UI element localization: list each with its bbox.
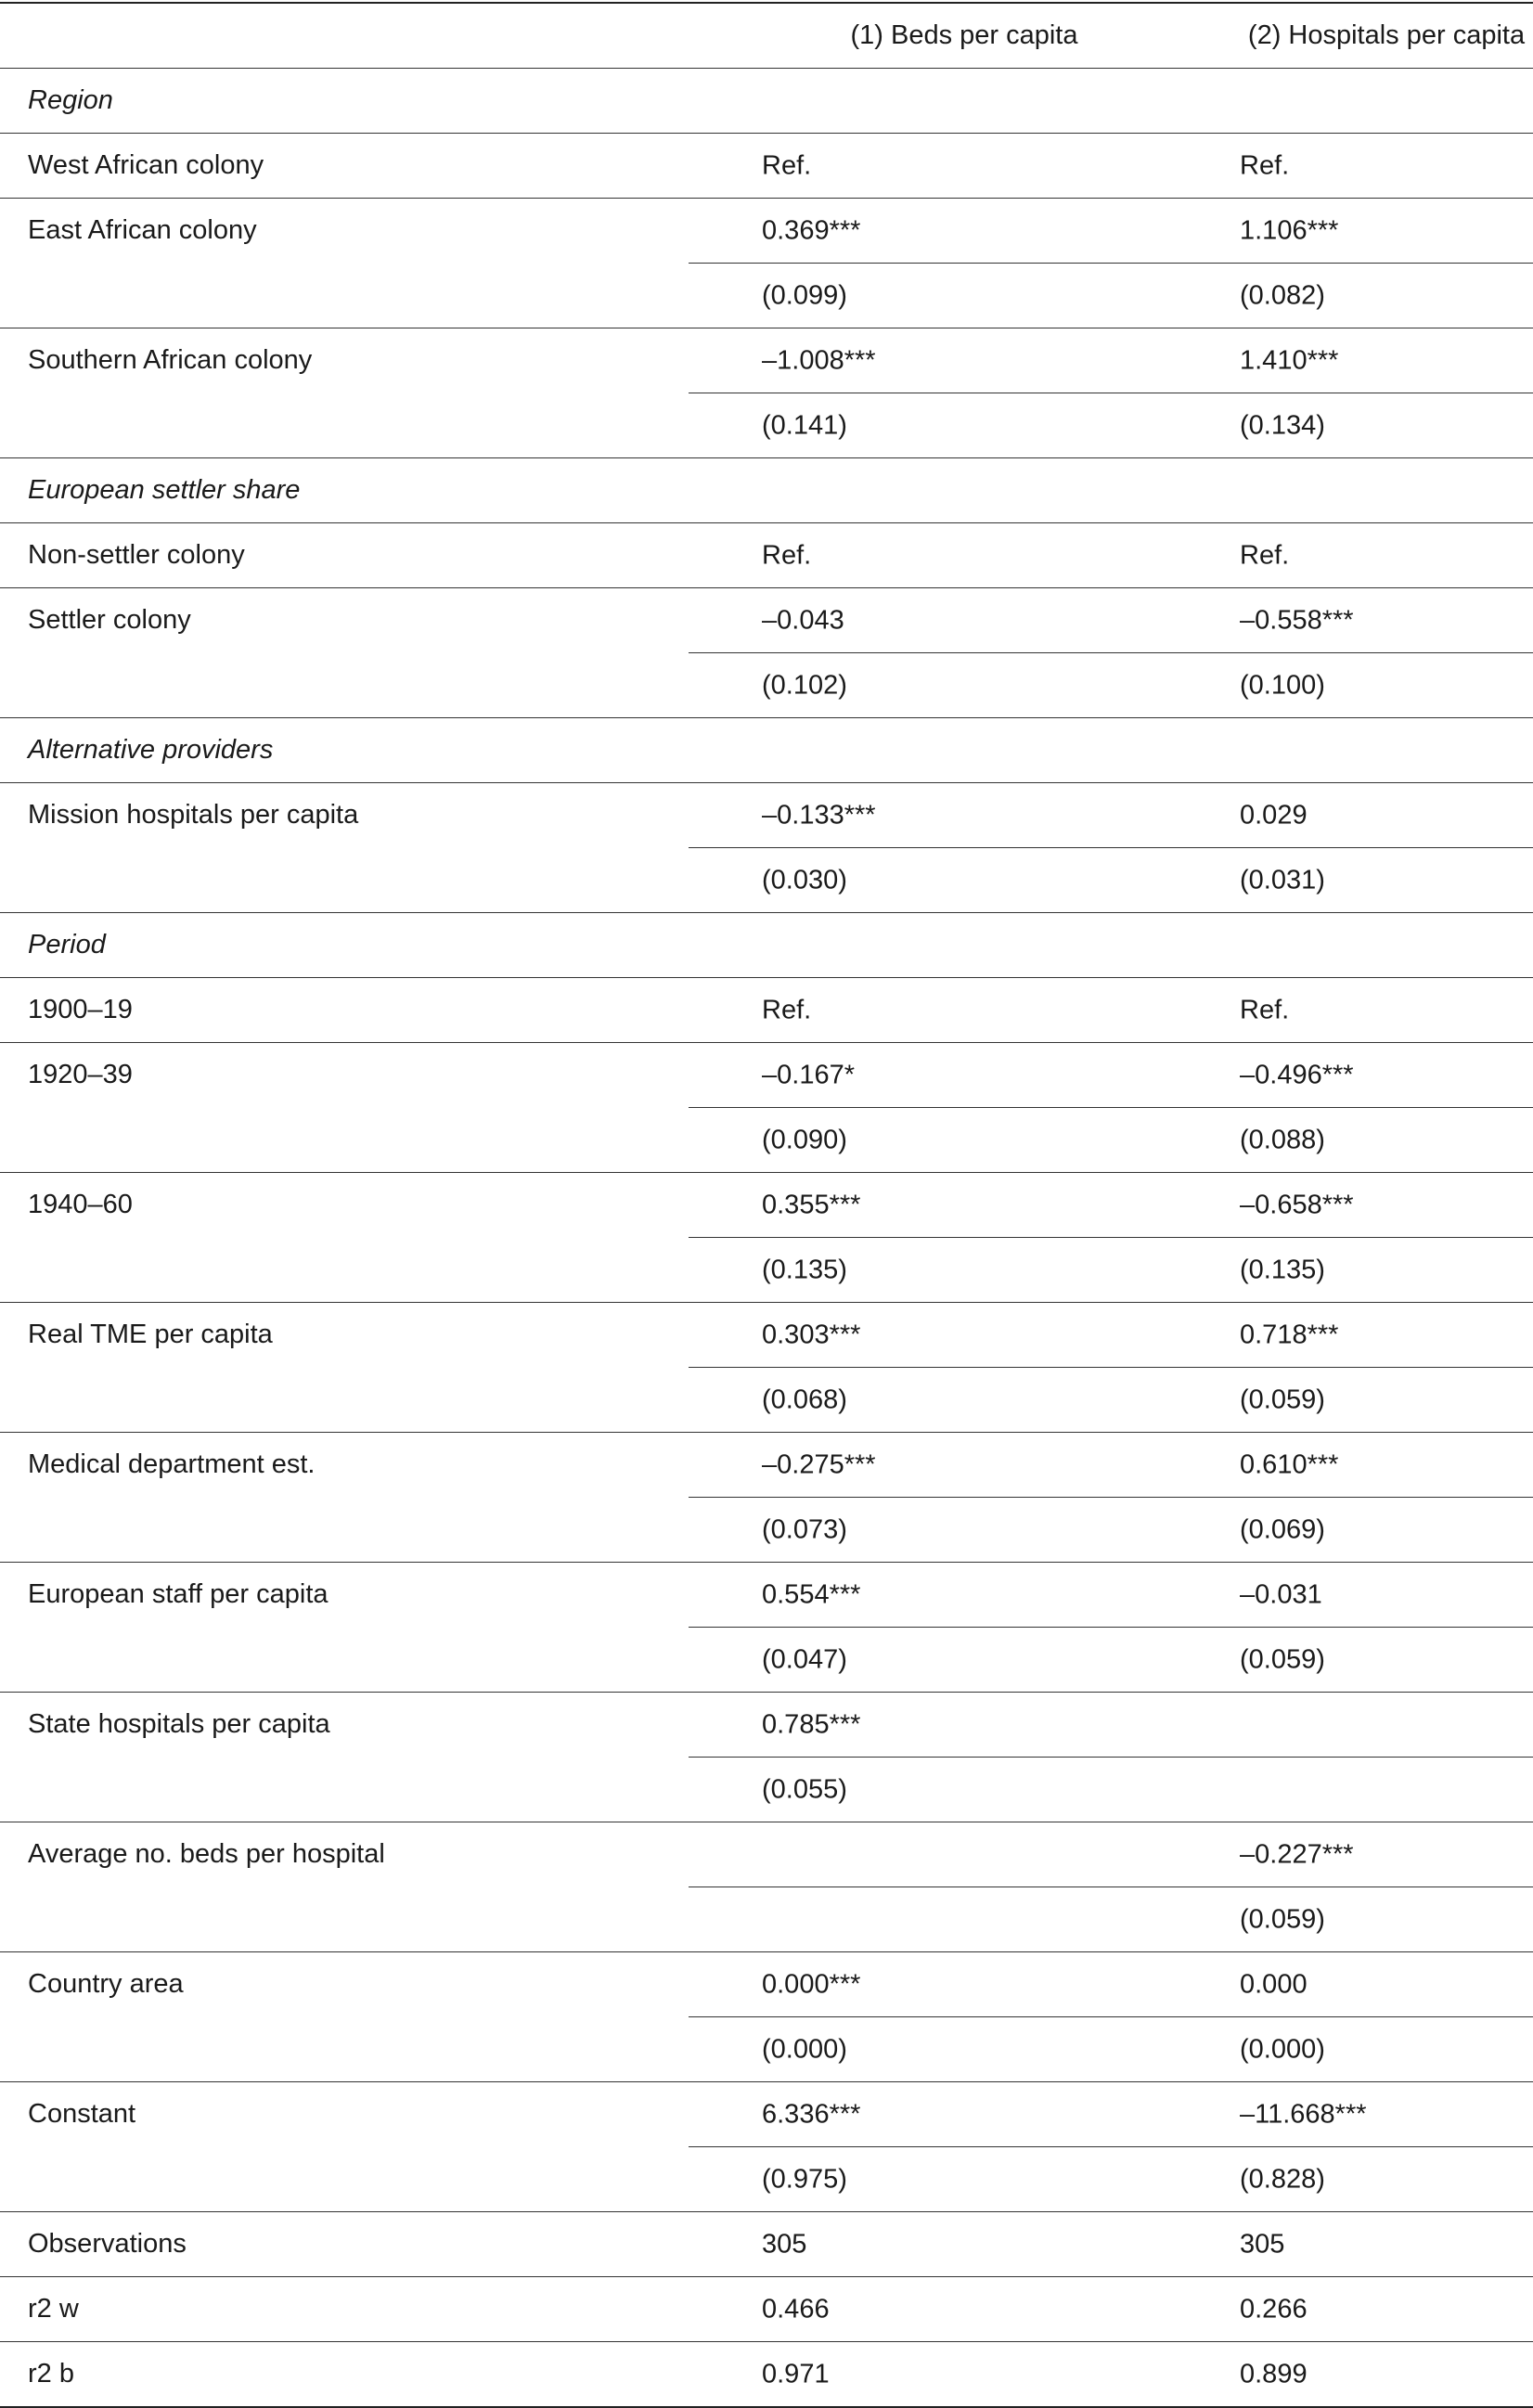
beds-coefficient-text: 0.554*** bbox=[762, 1579, 861, 1609]
hospitals-coefficient bbox=[1240, 2082, 1533, 2147]
coefficient-row bbox=[0, 1952, 1533, 2017]
hospitals-standard-error-text: (0.100) bbox=[1240, 670, 1325, 700]
beds-coefficient-text: –0.133*** bbox=[762, 800, 876, 830]
coefficient-row bbox=[0, 1173, 1533, 1238]
beds-coefficient-text: 0.355*** bbox=[762, 1190, 861, 1219]
row-label: Settler colony bbox=[28, 605, 191, 635]
beds-coefficient-text: 0.369*** bbox=[762, 215, 861, 245]
empty-cell bbox=[1240, 458, 1533, 523]
beds-coefficient-text: –1.008*** bbox=[762, 345, 876, 375]
beds-standard-error bbox=[689, 2017, 1240, 2082]
hospitals-standard-error-text: (0.059) bbox=[1240, 1644, 1325, 1674]
beds-standard-error bbox=[689, 393, 1240, 458]
section-row bbox=[0, 69, 1533, 134]
empty-cell bbox=[689, 69, 1240, 134]
header-blank bbox=[0, 3, 689, 69]
hospitals-standard-error bbox=[1240, 1758, 1533, 1822]
row-label: Non-settler colony bbox=[28, 540, 245, 570]
beds-value bbox=[689, 134, 1240, 199]
hospitals-value-text: 0.266 bbox=[1240, 2294, 1308, 2324]
hospitals-standard-error bbox=[1240, 1628, 1533, 1693]
beds-coefficient bbox=[689, 1822, 1240, 1887]
hospitals-coefficient bbox=[1240, 1303, 1533, 1368]
beds-standard-error-text: (0.073) bbox=[762, 1514, 847, 1544]
beds-standard-error bbox=[689, 848, 1240, 913]
hospitals-standard-error-text: (0.059) bbox=[1240, 1384, 1325, 1414]
row-label: Country area bbox=[28, 1969, 184, 1999]
row-label: Constant bbox=[28, 2099, 136, 2129]
beds-coefficient bbox=[689, 1693, 1240, 1758]
beds-coefficient-text: 0.785*** bbox=[762, 1709, 861, 1739]
hospitals-value bbox=[1240, 134, 1533, 199]
hospitals-standard-error-text: (0.134) bbox=[1240, 410, 1325, 440]
beds-standard-error-text: (0.000) bbox=[762, 2034, 847, 2064]
beds-coefficient bbox=[689, 588, 1240, 653]
column-header-beds: (1) Beds per capita bbox=[850, 20, 1078, 50]
statistic-row bbox=[0, 2342, 1533, 2408]
hospitals-coefficient-text: 0.000 bbox=[1240, 1969, 1308, 1999]
beds-standard-error-text: (0.975) bbox=[762, 2164, 847, 2194]
statistic-row bbox=[0, 2212, 1533, 2277]
hospitals-coefficient bbox=[1240, 588, 1533, 653]
hospitals-standard-error bbox=[1240, 264, 1533, 328]
hospitals-coefficient bbox=[1240, 328, 1533, 393]
beds-value-text: Ref. bbox=[762, 995, 812, 1024]
hospitals-coefficient bbox=[1240, 199, 1533, 264]
hospitals-value-text: Ref. bbox=[1240, 540, 1290, 570]
hospitals-standard-error bbox=[1240, 1108, 1533, 1173]
beds-coefficient bbox=[689, 1563, 1240, 1628]
row-label: 1900–19 bbox=[28, 995, 133, 1024]
coefficient-row bbox=[0, 588, 1533, 653]
beds-standard-error bbox=[689, 1108, 1240, 1173]
beds-value-text: 305 bbox=[762, 2229, 807, 2259]
table-body bbox=[0, 69, 1533, 2408]
statistic-row bbox=[0, 2277, 1533, 2342]
beds-coefficient-text: –0.167* bbox=[762, 1060, 855, 1089]
row-label: Observations bbox=[28, 2229, 187, 2259]
beds-standard-error bbox=[689, 1368, 1240, 1433]
beds-coefficient-text: 6.336*** bbox=[762, 2099, 861, 2129]
hospitals-coefficient-text: –0.558*** bbox=[1240, 605, 1354, 635]
section-row bbox=[0, 458, 1533, 523]
beds-standard-error-text: (0.047) bbox=[762, 1644, 847, 1674]
hospitals-standard-error bbox=[1240, 1368, 1533, 1433]
beds-value bbox=[689, 978, 1240, 1043]
beds-coefficient bbox=[689, 783, 1240, 848]
row-label: West African colony bbox=[28, 150, 264, 180]
hospitals-coefficient bbox=[1240, 1173, 1533, 1238]
hospitals-coefficient bbox=[1240, 1043, 1533, 1108]
hospitals-value bbox=[1240, 978, 1533, 1043]
regression-table bbox=[0, 2, 1533, 2408]
coefficient-row bbox=[0, 1693, 1533, 1758]
beds-value-text: 0.466 bbox=[762, 2294, 830, 2324]
hospitals-standard-error bbox=[1240, 653, 1533, 718]
hospitals-value-text: 0.899 bbox=[1240, 2359, 1308, 2389]
beds-standard-error-text: (0.068) bbox=[762, 1384, 847, 1414]
coefficient-row bbox=[0, 1043, 1533, 1108]
beds-value-text: 0.971 bbox=[762, 2359, 830, 2389]
beds-value-text: Ref. bbox=[762, 540, 812, 570]
row-label: State hospitals per capita bbox=[28, 1709, 330, 1739]
beds-standard-error-text: (0.135) bbox=[762, 1255, 847, 1284]
hospitals-standard-error-text: (0.828) bbox=[1240, 2164, 1325, 2194]
hospitals-coefficient bbox=[1240, 1693, 1533, 1758]
reference-row bbox=[0, 978, 1533, 1043]
hospitals-standard-error bbox=[1240, 2147, 1533, 2212]
section-row bbox=[0, 913, 1533, 978]
hospitals-coefficient-text: –0.227*** bbox=[1240, 1839, 1354, 1869]
hospitals-standard-error-text: (0.135) bbox=[1240, 1255, 1325, 1284]
hospitals-coefficient bbox=[1240, 1433, 1533, 1498]
beds-standard-error-text: (0.141) bbox=[762, 410, 847, 440]
coefficient-row bbox=[0, 1303, 1533, 1368]
section-heading: European settler share bbox=[28, 475, 301, 505]
beds-value-text: Ref. bbox=[762, 150, 812, 180]
beds-standard-error bbox=[689, 1758, 1240, 1822]
hospitals-coefficient-text: –0.031 bbox=[1240, 1579, 1322, 1609]
hospitals-standard-error-text: (0.059) bbox=[1240, 1904, 1325, 1934]
hospitals-standard-error bbox=[1240, 1887, 1533, 1952]
beds-standard-error-text: (0.102) bbox=[762, 670, 847, 700]
beds-coefficient-text: –0.275*** bbox=[762, 1449, 876, 1479]
row-label: European staff per capita bbox=[28, 1579, 328, 1609]
empty-cell bbox=[1240, 69, 1533, 134]
hospitals-standard-error bbox=[1240, 848, 1533, 913]
hospitals-value bbox=[1240, 2277, 1533, 2342]
hospitals-standard-error bbox=[1240, 1238, 1533, 1303]
section-row bbox=[0, 718, 1533, 783]
header-row bbox=[0, 3, 1533, 69]
empty-cell bbox=[1240, 913, 1533, 978]
section-heading: Period bbox=[28, 930, 106, 959]
hospitals-standard-error bbox=[1240, 1498, 1533, 1563]
hospitals-standard-error-text: (0.000) bbox=[1240, 2034, 1325, 2064]
beds-standard-error bbox=[689, 1628, 1240, 1693]
row-label: Average no. beds per hospital bbox=[28, 1839, 385, 1869]
beds-standard-error-text: (0.030) bbox=[762, 865, 847, 895]
empty-cell bbox=[689, 913, 1240, 978]
hospitals-value-text: 305 bbox=[1240, 2229, 1285, 2259]
reference-row bbox=[0, 134, 1533, 199]
hospitals-coefficient bbox=[1240, 783, 1533, 848]
hospitals-coefficient bbox=[1240, 1952, 1533, 2017]
beds-value bbox=[689, 2212, 1240, 2277]
column-header-hospitals: (2) Hospitals per capita bbox=[1247, 20, 1526, 50]
beds-standard-error bbox=[689, 264, 1240, 328]
beds-standard-error-text: (0.099) bbox=[762, 280, 847, 310]
beds-standard-error-text: (0.090) bbox=[762, 1125, 847, 1154]
row-label: Medical department est. bbox=[28, 1449, 316, 1479]
empty-cell bbox=[689, 718, 1240, 783]
beds-standard-error-text: (0.055) bbox=[762, 1774, 847, 1804]
hospitals-coefficient-text: –11.668*** bbox=[1240, 2099, 1367, 2129]
hospitals-standard-error-text: (0.082) bbox=[1240, 280, 1325, 310]
coefficient-row bbox=[0, 199, 1533, 264]
hospitals-coefficient-text: 0.718*** bbox=[1240, 1320, 1339, 1349]
hospitals-standard-error-text: (0.088) bbox=[1240, 1125, 1325, 1154]
beds-coefficient-text: 0.000*** bbox=[762, 1969, 861, 1999]
beds-coefficient-text: –0.043 bbox=[762, 605, 844, 635]
coefficient-row bbox=[0, 328, 1533, 393]
hospitals-standard-error-text: (0.069) bbox=[1240, 1514, 1325, 1544]
hospitals-coefficient-text: –0.658*** bbox=[1240, 1190, 1354, 1219]
empty-cell bbox=[689, 458, 1240, 523]
row-label: 1940–60 bbox=[28, 1190, 133, 1219]
hospitals-value bbox=[1240, 2212, 1533, 2277]
beds-coefficient bbox=[689, 1043, 1240, 1108]
beds-coefficient bbox=[689, 199, 1240, 264]
coefficient-row bbox=[0, 1563, 1533, 1628]
beds-coefficient bbox=[689, 328, 1240, 393]
row-label: Southern African colony bbox=[28, 345, 313, 375]
hospitals-coefficient-text: 1.106*** bbox=[1240, 215, 1339, 245]
beds-coefficient-text: 0.303*** bbox=[762, 1320, 861, 1349]
hospitals-value-text: Ref. bbox=[1240, 995, 1290, 1024]
beds-standard-error bbox=[689, 2147, 1240, 2212]
row-label: Mission hospitals per capita bbox=[28, 800, 359, 830]
hospitals-coefficient-text: 0.610*** bbox=[1240, 1449, 1339, 1479]
coefficient-row bbox=[0, 783, 1533, 848]
coefficient-row bbox=[0, 1822, 1533, 1887]
row-label: Real TME per capita bbox=[28, 1320, 273, 1349]
hospitals-coefficient bbox=[1240, 1563, 1533, 1628]
section-heading: Alternative providers bbox=[28, 735, 274, 765]
beds-standard-error bbox=[689, 1887, 1240, 1952]
hospitals-value bbox=[1240, 523, 1533, 588]
hospitals-standard-error bbox=[1240, 393, 1533, 458]
hospitals-standard-error-text: (0.031) bbox=[1240, 865, 1325, 895]
beds-value bbox=[689, 2277, 1240, 2342]
beds-coefficient bbox=[689, 1173, 1240, 1238]
hospitals-value-text: Ref. bbox=[1240, 150, 1290, 180]
row-label: 1920–39 bbox=[28, 1060, 133, 1089]
reference-row bbox=[0, 523, 1533, 588]
row-label: r2 w bbox=[28, 2294, 79, 2324]
beds-value bbox=[689, 523, 1240, 588]
hospitals-coefficient-text: 1.410*** bbox=[1240, 345, 1339, 375]
hospitals-coefficient-text: 0.029 bbox=[1240, 800, 1308, 830]
beds-coefficient bbox=[689, 1303, 1240, 1368]
empty-cell bbox=[1240, 718, 1533, 783]
beds-value bbox=[689, 2342, 1240, 2408]
row-label: r2 b bbox=[28, 2359, 74, 2389]
row-label: East African colony bbox=[28, 215, 257, 245]
beds-standard-error bbox=[689, 1498, 1240, 1563]
hospitals-coefficient-text: –0.496*** bbox=[1240, 1060, 1354, 1089]
beds-coefficient bbox=[689, 1952, 1240, 2017]
coefficient-row bbox=[0, 1433, 1533, 1498]
beds-standard-error bbox=[689, 653, 1240, 718]
beds-coefficient bbox=[689, 2082, 1240, 2147]
beds-standard-error bbox=[689, 1238, 1240, 1303]
hospitals-coefficient bbox=[1240, 1822, 1533, 1887]
beds-coefficient bbox=[689, 1433, 1240, 1498]
section-heading: Region bbox=[28, 85, 113, 115]
hospitals-standard-error bbox=[1240, 2017, 1533, 2082]
hospitals-value bbox=[1240, 2342, 1533, 2408]
coefficient-row bbox=[0, 2082, 1533, 2147]
